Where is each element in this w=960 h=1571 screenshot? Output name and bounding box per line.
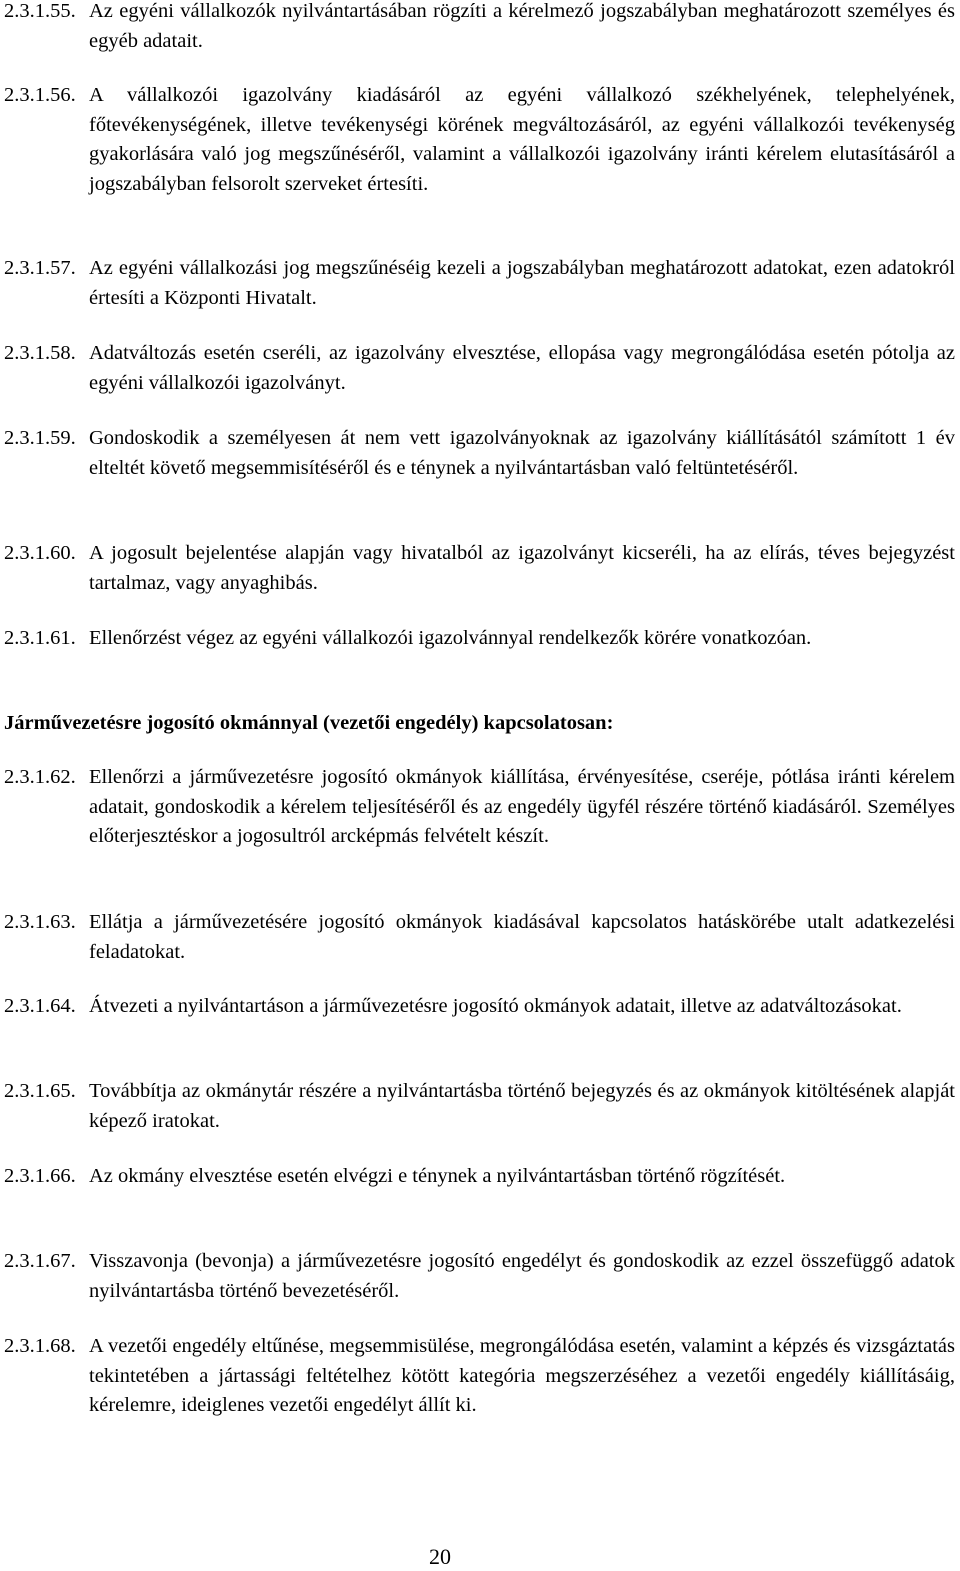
paragraph-2-3-1-58 — [4, 339, 955, 398]
paragraph-2-3-1-65 — [4, 1077, 955, 1136]
paragraph-text: Ellenőrzi a járművezetésre jogosító okmányok kiállítása, érvényesítése, cseréje, pótlása iránti kérelem adatait, gondoskodik a kérelem teljesítéséről és az engedély ügyfél részére történő kiadásáról. Személyes előterjesztéskor a jogosultról arcképmás felvételt készít. — [89, 766, 955, 847]
paragraph-2-3-1-56 — [4, 81, 955, 199]
paragraph-number: 2.3.1.65. — [4, 1080, 76, 1102]
paragraph-number: 2.3.1.61. — [4, 627, 76, 649]
paragraph-number: 2.3.1.60. — [4, 542, 76, 564]
paragraph-2-3-1-61 — [4, 624, 955, 654]
paragraph-2-3-1-68 — [4, 1332, 955, 1421]
paragraph-text: Gondoskodik a személyesen át nem vett igazolványoknak az igazolvány kiállításától számított 1 év elteltét követő megsemmisítéséről és e ténynek a nyilvántartásban való feltüntetéséről. — [89, 427, 955, 479]
paragraph-number: 2.3.1.62. — [4, 766, 76, 788]
paragraph-number: 2.3.1.55. — [4, 0, 76, 22]
paragraph-text: Továbbítja az okmánytár részére a nyilvántartásba történő bejegyzés és az okmányok kitöltésének alapját képező iratokat. — [89, 1080, 955, 1132]
paragraph-text: Az egyéni vállalkozók nyilvántartásában rögzíti a kérelmező jogszabályban meghatározott személyes és egyéb adatait. — [89, 0, 955, 52]
paragraph-2-3-1-66 — [4, 1162, 955, 1192]
paragraph-number: 2.3.1.66. — [4, 1165, 76, 1187]
paragraph-number: 2.3.1.59. — [4, 427, 76, 449]
paragraph-number: 2.3.1.64. — [4, 995, 76, 1017]
paragraph-2-3-1-64 — [4, 992, 955, 1022]
paragraph-text: Visszavonja (bevonja) a járművezetésre jogosító engedélyt és gondoskodik az ezzel összefüggő adatok nyilvántartásba történő bevezetéséről. — [89, 1250, 955, 1302]
paragraph-2-3-1-59 — [4, 424, 955, 483]
paragraph-2-3-1-62 — [4, 763, 955, 852]
section-heading: Járművezetésre jogosító okmánnyal (vezetői engedély) kapcsolatosan: — [4, 712, 614, 734]
paragraph-text: Átvezeti a nyilvántartáson a járművezetésre jogosító okmányok adatait, illetve az adatváltozásokat. — [89, 995, 902, 1017]
paragraph-number: 2.3.1.67. — [4, 1250, 76, 1272]
paragraph-text: Ellátja a járművezetésére jogosító okmányok kiadásával kapcsolatos hatáskörébe utalt adatkezelési feladatokat. — [89, 911, 955, 963]
paragraph-number: 2.3.1.57. — [4, 257, 76, 279]
paragraph-number: 2.3.1.56. — [4, 84, 76, 106]
paragraph-text: A vállalkozói igazolvány kiadásáról az egyéni vállalkozó székhelyének, telephelyének, főtevékenységének, illetve tevékenységi körének megváltozásáról, az egyéni vállalkozói tevékenység gyakorlására való jog megszűnéséről, valamint a vállalkozói igazolvány iránti kérelem elutasításáról a jogszabályban felsorolt szerveket értesíti. — [89, 84, 955, 195]
paragraph-text: Az egyéni vállalkozási jog megszűnéséig kezeli a jogszabályban meghatározott adatokat, ezen adatokról értesíti a Központi Hivatalt. — [89, 257, 955, 309]
paragraph-number: 2.3.1.68. — [4, 1335, 76, 1357]
paragraph-text: A jogosult bejelentése alapján vagy hivatalból az igazolványt kicseréli, ha az elírás, téves bejegyzést tartalmaz, vagy anyaghibás. — [89, 542, 955, 594]
paragraph-number: 2.3.1.58. — [4, 342, 76, 364]
paragraph-number: 2.3.1.63. — [4, 911, 76, 933]
paragraph-text: Ellenőrzést végez az egyéni vállalkozói igazolvánnyal rendelkezők körére vonatkozóan. — [89, 627, 812, 649]
page-number: 20 — [429, 1544, 451, 1569]
paragraph-2-3-1-55 — [4, 0, 955, 56]
paragraph-text: A vezetői engedély eltűnése, megsemmisülése, megrongálódása esetén, valamint a képzés és vizsgáztatás tekintetében a jártassági feltételhez kötött kategória megszerzéséhez a vezetői engedély kiállításáig, kérelemre, ideiglenes vezetői engedélyt állít ki. — [89, 1335, 955, 1416]
paragraph-2-3-1-67 — [4, 1247, 955, 1306]
paragraph-2-3-1-57 — [4, 254, 955, 313]
paragraph-text: Adatváltozás esetén cseréli, az igazolvány elvesztése, ellopása vagy megrongálódása esetén pótolja az egyéni vállalkozói igazolványt. — [89, 342, 955, 394]
paragraph-text: Az okmány elvesztése esetén elvégzi e ténynek a nyilvántartásban történő rögzítését. — [89, 1165, 786, 1187]
paragraph-2-3-1-60 — [4, 539, 955, 598]
paragraph-2-3-1-63 — [4, 908, 955, 967]
